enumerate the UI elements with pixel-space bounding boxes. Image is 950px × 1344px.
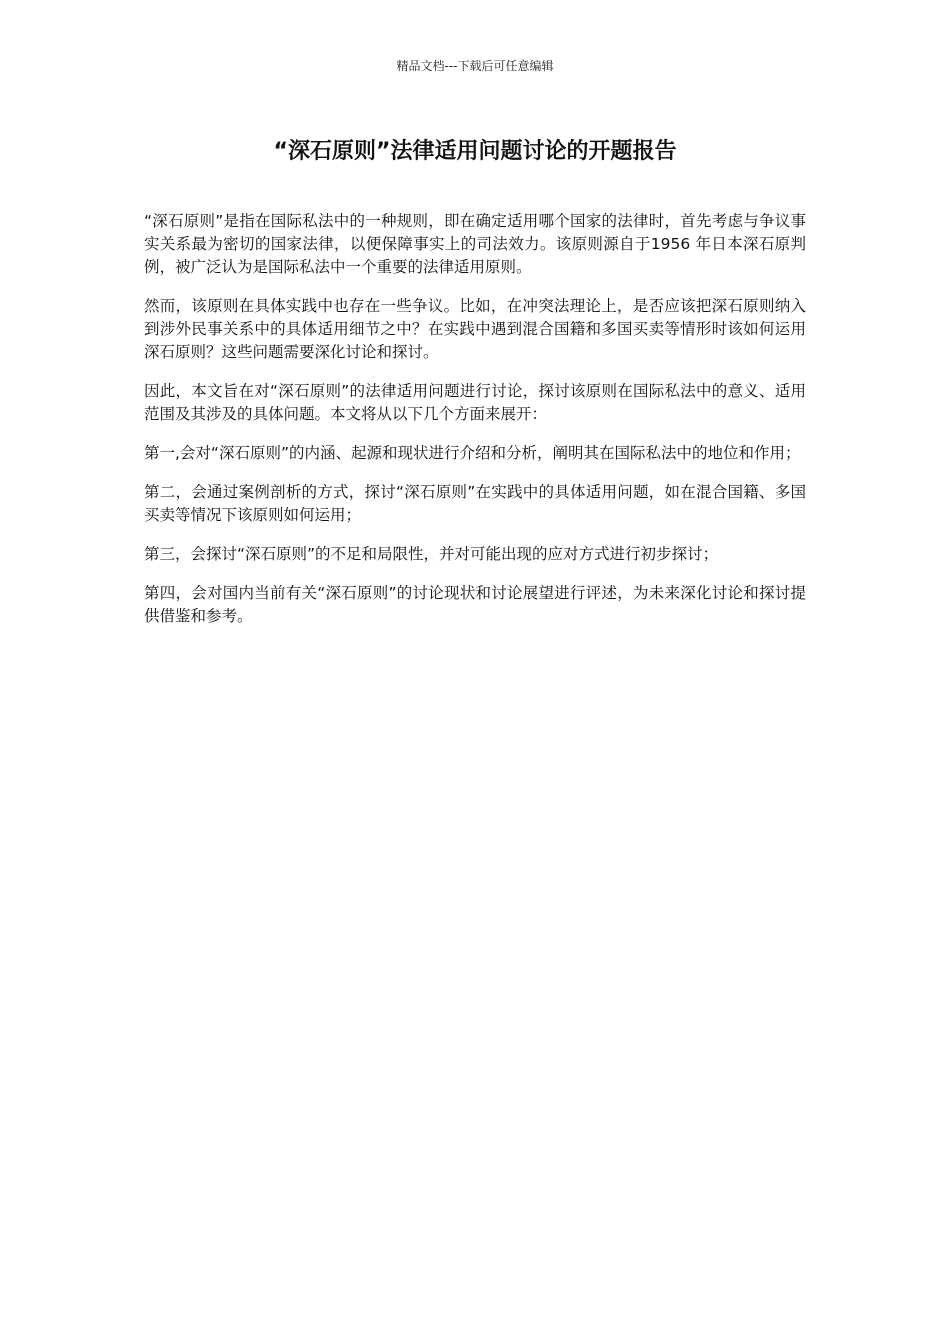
paragraph-5: 第二，会通过案例剖析的方式，探讨“深石原则”在实践中的具体适用问题，如在混合国籍、多国买卖等情况下该原则如何运用； (144, 483, 806, 524)
paragraph-7: 第四，会对国内当前有关“深石原则”的讨论现状和讨论展望进行评述，为未来深化讨论和探讨提供借鉴和参考。 (144, 584, 806, 625)
paragraph-1: “深石原则”是指在国际私法中的一种规则，即在确定适用哪个国家的法律时，首先考虑与争议事实关系最为密切的国家法律，以便保障事实上的司法效力。该原则源自于1956 年日本深石原判例，被广泛认为是国际私法中一个重要的法律适用原则。 (144, 212, 806, 276)
paragraph-2: 然而，该原则在具体实践中也存在一些争议。比如，在冲突法理论上，是否应该把深石原则纳入到涉外民事关系中的具体适用细节之中？在实践中遇到混合国籍和多国买卖等情形时该如何运用深石原则？这些问题需要深化讨论和探讨。 (144, 297, 806, 361)
document-title: “深石原则”法律适用问题讨论的开题报告 (273, 139, 677, 164)
paragraph-4: 第一,会对“深石原则”的内涵、起源和现状进行介绍和分析，阐明其在国际私法中的地位和作用； (144, 444, 801, 462)
paragraph-3: 因此，本文旨在对“深石原则”的法律适用问题进行讨论，探讨该原则在国际私法中的意义、适用范围及其涉及的具体问题。本文将从以下几个方面来展开： (144, 382, 806, 423)
header-note: 精品文档---下载后可任意编辑 (396, 59, 554, 73)
document-body (144, 210, 806, 644)
paragraph-6: 第三，会探讨“深石原则”的不足和局限性，并对可能出现的应对方式进行初步探讨； (144, 545, 719, 563)
